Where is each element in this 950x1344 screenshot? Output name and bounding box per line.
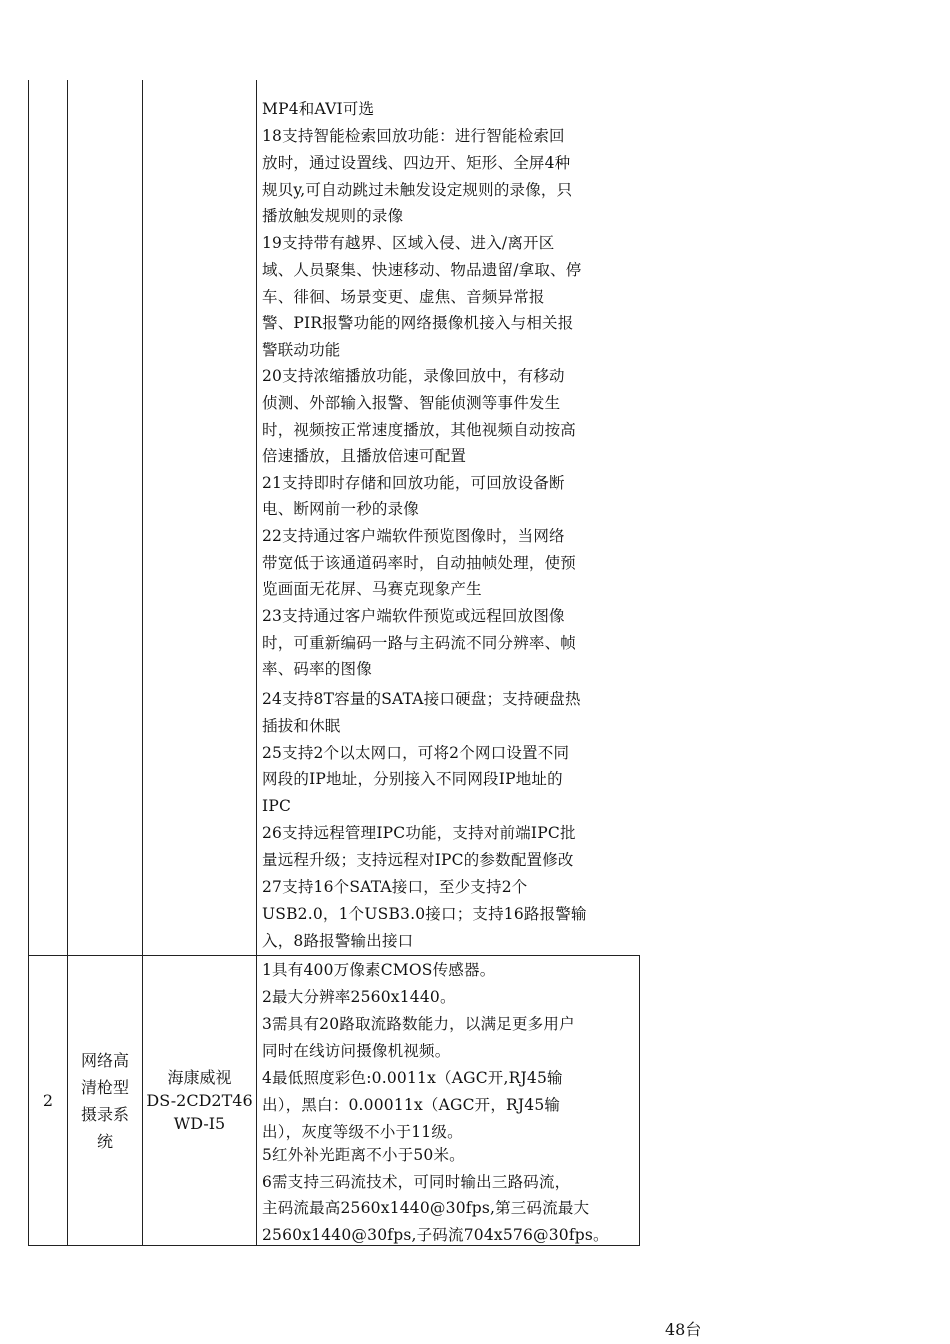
spec-line: 26支持远程管理IPC功能，支持对前端IPC批 xyxy=(262,824,576,842)
spec-line: 5红外补光距离不小于50米。 xyxy=(262,1146,465,1164)
product-name-cell xyxy=(68,956,142,1245)
spec-line: 19支持带有越界、区域入侵、进入/离开区 xyxy=(262,234,555,252)
spec-line: 电、断网前一秒的录像 xyxy=(262,500,420,518)
spec-line: 规贝y,可自动跳过未触发设定规则的录像，只 xyxy=(262,181,573,199)
brand-model: 海康威视 DS-2CD2T46 WD-I5 xyxy=(146,1068,253,1133)
spec-line: 出），黑白：0.00011x（AGC开，RJ45输 xyxy=(262,1096,561,1114)
spec-line: 24支持8T容量的SATA接口硬盘；支持硬盘热 xyxy=(262,690,581,708)
product-name: 网络高 清枪型 摄录系 统 xyxy=(80,1050,129,1151)
table-border-right xyxy=(639,956,640,1246)
spec-line: 1具有400万像素CMOS传感器。 xyxy=(262,961,496,979)
spec-line: 车、徘徊、场景变更、虚焦、音频异常报 xyxy=(262,288,545,306)
quantity-note: 48台 xyxy=(665,1320,702,1339)
spec-line: 域、人员聚集、快速移动、物品遗留/拿取、停 xyxy=(262,261,582,279)
spec-line: 带宽低于该通道码率时，自动抽帧处理，使预 xyxy=(262,554,577,572)
col-divider-3 xyxy=(256,80,257,1246)
spec-line: 同时在线访问摄像机视频。 xyxy=(262,1042,451,1060)
spec-line: 警、PIR报警功能的网络摄像机接入与相关报 xyxy=(262,314,574,332)
spec-line: 侦测、外部输入报警、智能侦测等事件发生 xyxy=(262,394,561,412)
spec-line: 2最大分辨率2560x1440。 xyxy=(262,988,456,1006)
spec-line: IPC xyxy=(262,797,292,815)
spec-line: 插拔和休眠 xyxy=(262,717,341,735)
spec-line: 出），灰度等级不小于11级。 xyxy=(262,1123,463,1141)
spec-line: 6需支持三码流技术，可同时输出三路码流， xyxy=(262,1173,571,1191)
spec-line: 率、码率的图像 xyxy=(262,660,372,678)
spec-line: 放时，通过设置线、四边开、矩形、全屏4种 xyxy=(262,154,571,172)
spec-line: 主码流最高2560x1440@30fps,第三码流最大 xyxy=(262,1199,590,1217)
spec-line: 入，8路报警输出接口 xyxy=(262,932,414,950)
spec-line: 2560x1440@30fps,子码流704x576@30fps。 xyxy=(262,1226,609,1244)
spec-line: 量远程升级；支持远程对IPC的参数配置修改 xyxy=(262,851,574,869)
spec-line: 3需具有20路取流路数能力，以满足更多用户 xyxy=(262,1015,575,1033)
brand-model-cell xyxy=(143,956,256,1245)
spec-line: 时，可重新编码一路与主码流不同分辨率、帧 xyxy=(262,634,577,652)
spec-line: 22支持通过客户端软件预览图像时，当网络 xyxy=(262,527,565,545)
spec-line: USB2.0，1个USB3.0接口；支持16路报警输 xyxy=(262,905,587,923)
spec-line: 网段的IP地址，分别接入不同网段IP地址的 xyxy=(262,770,563,788)
spec-line: 23支持通过客户端软件预览或远程回放图像 xyxy=(262,607,565,625)
spec-line: 播放触发规则的录像 xyxy=(262,207,404,225)
spec-line: 警联动功能 xyxy=(262,341,341,359)
spec-line: 20支持浓缩播放功能，录像回放中，有移动 xyxy=(262,367,565,385)
spec-line: 览画面无花屏、马赛克现象产生 xyxy=(262,580,482,598)
spec-line: MP4和AVI可选 xyxy=(262,100,375,118)
spec-line: 倍速播放，且播放倍速可配置 xyxy=(262,447,467,465)
spec-line: 27支持16个SATA接口，至少支持2个 xyxy=(262,878,528,896)
row-index: 2 xyxy=(42,1090,54,1110)
spec-line: 25支持2个以太网口，可将2个网口设置不同 xyxy=(262,744,570,762)
row-index-cell xyxy=(29,956,67,1245)
spec-line: 18支持智能检索回放功能：进行智能检索回 xyxy=(262,127,565,145)
spec-line: 时，视频按正常速度播放，其他视频自动按高 xyxy=(262,421,577,439)
spec-line: 4最低照度彩色:0.0011x（AGC开,RJ45输 xyxy=(262,1069,563,1087)
spec-line: 21支持即时存储和回放功能，可回放设备断 xyxy=(262,474,565,492)
